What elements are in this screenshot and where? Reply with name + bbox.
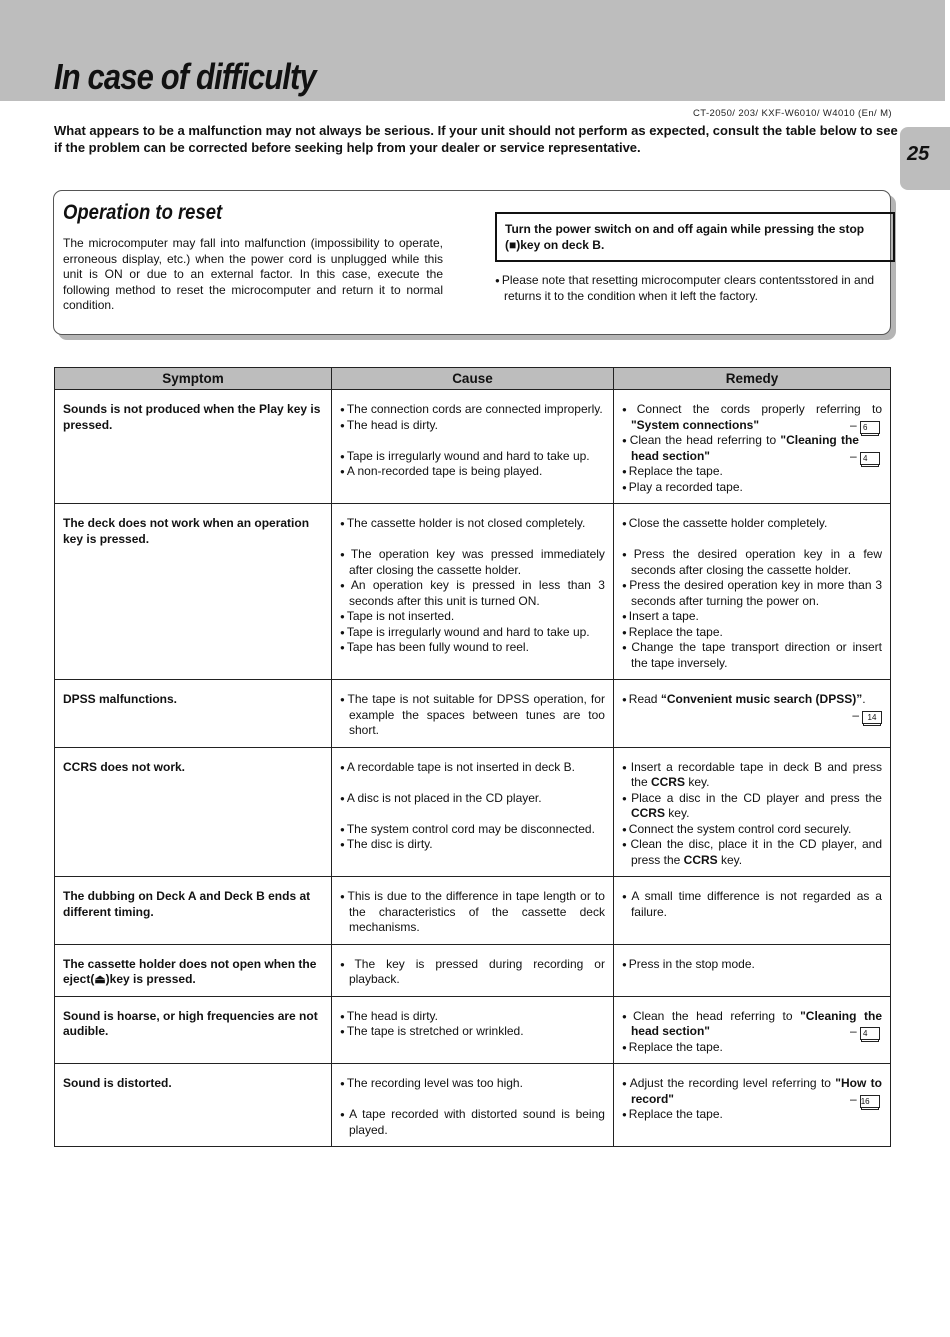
cause-cell <box>331 504 613 680</box>
cause-item: ● A recordable tape is not inserted in deck B. <box>340 760 605 776</box>
remedy-item: ● Replace the tape. <box>622 1107 882 1123</box>
page-reference: – 4 <box>859 449 882 465</box>
remedy-item: ● Clean the head referring to "Cleaning the head section" – 4 <box>622 433 882 464</box>
remedy-cell <box>613 504 890 680</box>
reset-note: ● Please note that resetting microcomputer clears contentsstored in and returns it to the condition when it left the factory. <box>495 273 894 304</box>
cause-item: ● The head is dirty. <box>340 418 605 434</box>
table-row <box>55 680 891 748</box>
cause-item: ● Tape is irregularly wound and hard to take up. <box>340 449 605 465</box>
table-row <box>55 504 891 680</box>
remedy-item: ● Replace the tape. <box>622 1040 882 1056</box>
reset-description: The microcomputer may fall into malfunction (impossibility to operate, erroneous display, etc.) when the power cord is unplugged while this unit is ON or due to an external factor. In this case, execute the following method to reset the microcomputer and return it to normal condition. <box>63 236 443 312</box>
remedy-cell <box>613 877 890 945</box>
symptom-cell: Sound is distorted. <box>55 1064 332 1147</box>
book-icon: 16 <box>860 1095 880 1108</box>
book-icon: 4 <box>860 1027 880 1040</box>
cause-item: ● The head is dirty. <box>340 1009 605 1025</box>
book-icon: 6 <box>860 421 880 434</box>
intro-paragraph: What appears to be a malfunction may not always be serious. If your unit should not perform as expected, consult the table below to see if the problem can be corrected before seeking help from your dealer or service representative. <box>54 123 898 155</box>
remedy-cell <box>613 390 890 504</box>
book-icon: 4 <box>860 452 880 465</box>
symptom-cell: Sound is hoarse, or high frequencies are not audible. <box>55 996 332 1064</box>
remedy-item: ● Replace the tape. <box>622 625 882 641</box>
cause-item: ● The connection cords are connected improperly. <box>340 402 605 418</box>
table-row <box>55 747 891 877</box>
remedy-item: ● Connect the cords properly referring to "System connections" – 6 <box>622 402 882 433</box>
page-reference: – 4 <box>859 1024 882 1040</box>
remedy-item: ● Close the cassette holder completely. <box>622 516 882 532</box>
cause-header: Cause <box>331 368 613 390</box>
troubleshooting-table <box>54 367 891 1147</box>
remedy-item: ● Connect the system control cord securely. <box>622 822 882 838</box>
remedy-item: ● Place a disc in the CD player and press the CCRS key. <box>622 791 882 822</box>
cause-item: ● Tape is not inserted. <box>340 609 605 625</box>
cause-cell <box>331 390 613 504</box>
symptom-cell: The dubbing on Deck A and Deck B ends at different timing. <box>55 877 332 945</box>
table-row <box>55 1064 891 1147</box>
remedy-item: ● Clean the disc, place it in the CD player, and press the CCRS key. <box>622 837 882 868</box>
cause-item: ● A disc is not placed in the CD player. <box>340 791 605 807</box>
table-row <box>55 390 891 504</box>
symptom-header: Symptom <box>55 368 332 390</box>
reset-instruction: Turn the power switch on and off again while pressing the stop (■)key on deck B. <box>495 212 895 262</box>
cause-item: ● The recording level was too high. <box>340 1076 605 1092</box>
remedy-item: ● Press the desired operation key in a few seconds after closing the cassette holder. <box>622 547 882 578</box>
remedy-item: ● Clean the head referring to "Cleaning the head section" – 4 <box>622 1009 882 1040</box>
cause-cell <box>331 680 613 748</box>
cause-cell <box>331 877 613 945</box>
remedy-item: ● Replace the tape. <box>622 464 882 480</box>
cause-item: ● Tape has been fully wound to reel. <box>340 640 605 656</box>
table-row <box>55 877 891 945</box>
remedy-item: ● Insert a tape. <box>622 609 882 625</box>
page-title: In case of difficulty <box>54 56 316 97</box>
cause-cell <box>331 944 613 996</box>
cause-cell <box>331 747 613 877</box>
symptom-cell: CCRS does not work. <box>55 747 332 877</box>
remedy-item: ● Insert a recordable tape in deck B and press the CCRS key. <box>622 760 882 791</box>
remedy-cell <box>613 996 890 1064</box>
cause-cell <box>331 1064 613 1147</box>
symptom-cell: DPSS malfunctions. <box>55 680 332 748</box>
cause-item: ● The disc is dirty. <box>340 837 605 853</box>
cause-item: ● This is due to the difference in tape length or to the characteristics of the cassette deck mechanisms. <box>340 889 605 936</box>
cause-item: ● The operation key was pressed immediately after closing the cassette holder. <box>340 547 605 578</box>
table-row <box>55 944 891 996</box>
remedy-header: Remedy <box>613 368 890 390</box>
remedy-cell <box>613 680 890 748</box>
page-reference: – 14 <box>622 708 882 724</box>
cause-item: ● The tape is stretched or wrinkled. <box>340 1024 605 1040</box>
remedy-cell <box>613 944 890 996</box>
cause-item: ● The system control cord may be disconnected. <box>340 822 605 838</box>
remedy-item: ● Press the desired operation key in more than 3 seconds after turning the power on. <box>622 578 882 609</box>
reset-section <box>53 190 891 335</box>
cause-cell <box>331 996 613 1064</box>
remedy-cell <box>613 747 890 877</box>
remedy-item: ● Play a recorded tape. <box>622 480 882 496</box>
page-tab <box>900 127 950 190</box>
remedy-item: ● A small time difference is not regarded as a failure. <box>622 889 882 920</box>
symptom-cell: The deck does not work when an operation key is pressed. <box>55 504 332 680</box>
table-row <box>55 996 891 1064</box>
remedy-item: ● Change the tape transport direction or insert the tape inversely. <box>622 640 882 671</box>
cause-item: ● A tape recorded with distorted sound is being played. <box>340 1107 605 1138</box>
remedy-cell <box>613 1064 890 1147</box>
page-reference: – 16 <box>859 1092 882 1108</box>
remedy-item: ● Adjust the recording level referring to "How to record" – 16 <box>622 1076 882 1107</box>
cause-item: ● A non-recorded tape is being played. <box>340 464 605 480</box>
cause-item: ● An operation key is pressed in less than 3 seconds after this unit is turned ON. <box>340 578 605 609</box>
remedy-item: ● Read “Convenient music search (DPSS)”. <box>622 692 882 708</box>
book-icon: 14 <box>862 711 882 724</box>
page-number: 25 <box>907 143 930 165</box>
table-header-row <box>55 368 891 390</box>
cause-item: ● Tape is irregularly wound and hard to take up. <box>340 625 605 641</box>
cause-item: ● The key is pressed during recording or playback. <box>340 957 605 988</box>
reset-title: Operation to reset <box>63 201 223 224</box>
remedy-item: ● Press in the stop mode. <box>622 957 882 973</box>
page-reference: – 6 <box>859 418 882 434</box>
cause-item: ● The tape is not suitable for DPSS operation, for example the spaces between tunes are too short. <box>340 692 605 739</box>
cause-item: ● The cassette holder is not closed completely. <box>340 516 605 532</box>
symptom-cell: The cassette holder does not open when the eject(⏏)key is pressed. <box>55 944 332 996</box>
symptom-cell: Sounds is not produced when the Play key is pressed. <box>55 390 332 504</box>
model-number: CT-2050/ 203/ KXF-W6010/ W4010 (En/ M) <box>693 108 892 119</box>
